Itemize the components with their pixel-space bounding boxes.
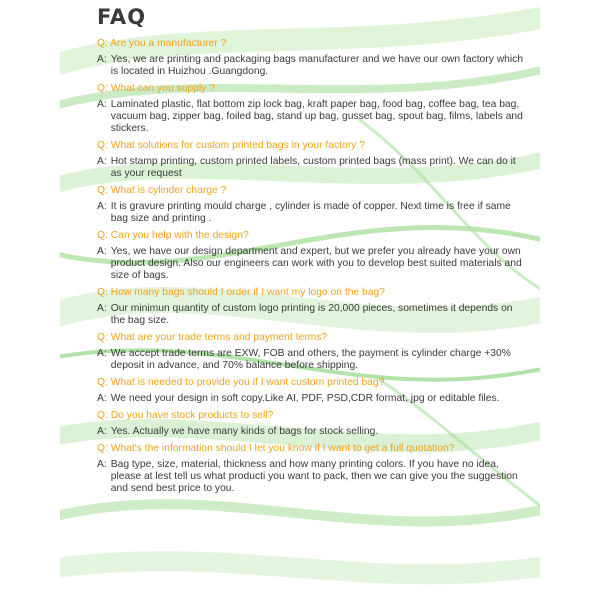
question-prefix: Q: <box>97 140 108 151</box>
faq-item <box>97 140 525 180</box>
faq-question <box>97 140 525 152</box>
faq-item <box>97 443 525 495</box>
faq-question <box>97 230 525 242</box>
question-text: Do you have stock products to sell? <box>110 410 274 421</box>
answer-prefix: A: <box>97 303 107 314</box>
answer-text: Hot stamp printing, custom printed labels, custom printed bags (mass print). We can do it as your request <box>110 156 516 179</box>
faq-question <box>97 443 525 455</box>
faq-answer <box>97 303 525 327</box>
faq-item <box>97 287 525 327</box>
answer-text: Yes, we are printing and packaging bags manufacturer and we have our own factory which is located in Huizhou .Guangdong. <box>110 54 524 77</box>
faq-list <box>97 38 525 500</box>
faq-answer <box>97 348 525 372</box>
faq-answer <box>97 246 525 282</box>
answer-prefix: A: <box>97 348 107 359</box>
faq-answer <box>97 156 525 180</box>
faq-item <box>97 83 525 135</box>
answer-text: We need your design in soft copy.Like AI, PDF, PSD,CDR format, jpg or editable files. <box>110 393 500 404</box>
faq-question <box>97 38 525 50</box>
question-text: How many bags should I order if I want my logo on the bag? <box>110 287 385 298</box>
faq-question <box>97 332 525 344</box>
answer-prefix: A: <box>97 156 107 167</box>
question-prefix: Q: <box>97 230 108 241</box>
answer-text: Yes, we have our design department and expert, but we prefer you already have your own product design. Also our engineers can work with you to develop best suited materials and size of bags. <box>110 246 522 281</box>
question-prefix: Q: <box>97 332 108 343</box>
faq-question <box>97 287 525 299</box>
faq-question <box>97 83 525 95</box>
answer-prefix: A: <box>97 201 107 212</box>
answer-prefix: A: <box>97 54 107 65</box>
question-prefix: Q: <box>97 185 108 196</box>
faq-item <box>97 410 525 438</box>
faq-item <box>97 230 525 282</box>
faq-question <box>97 185 525 197</box>
question-prefix: Q: <box>97 443 108 454</box>
question-text: What is cylinder charge ? <box>110 185 227 196</box>
answer-text: It is gravure printing mould charge , cylinder is made of copper. Next time is free if same bag size and printing . <box>110 201 511 224</box>
question-text: What's the information should I let you know if I want to get a full quotation? <box>110 443 455 454</box>
question-prefix: Q: <box>97 410 108 421</box>
question-text: What solutions for custom printed bags in your factory ? <box>110 140 365 151</box>
faq-answer <box>97 201 525 225</box>
answer-text: Bag type, size, material, thickness and how many printing colors. If you have no idea, please at lest tell us what producti you want to pack, then we can give you the suggestion and send best price to you. <box>110 459 518 494</box>
faq-answer <box>97 426 525 438</box>
question-text: What are your trade terms and payment terms? <box>110 332 328 343</box>
answer-prefix: A: <box>97 246 107 257</box>
question-prefix: Q: <box>97 377 108 388</box>
faq-sheet <box>60 0 540 600</box>
faq-item <box>97 377 525 405</box>
question-text: Can you help with the design? <box>110 230 249 241</box>
faq-question <box>97 377 525 389</box>
answer-text: Yes. Actually we have many kinds of bags for stock selling. <box>110 426 379 437</box>
answer-text: We accept trade terms are EXW, FOB and others, the payment is cylinder charge +30% deposit in advance, and 70% balance before shipping. <box>110 348 511 371</box>
answer-prefix: A: <box>97 459 107 470</box>
faq-item <box>97 185 525 225</box>
question-text: What can you supply ? <box>110 83 215 94</box>
faq-answer <box>97 54 525 78</box>
faq-answer <box>97 459 525 495</box>
page-title: FAQ <box>97 5 147 29</box>
answer-prefix: A: <box>97 426 107 437</box>
answer-prefix: A: <box>97 393 107 404</box>
faq-item <box>97 38 525 78</box>
question-prefix: Q: <box>97 38 108 49</box>
question-text: What is needed to provide you if I want custom printed bag? <box>110 377 385 388</box>
faq-answer <box>97 393 525 405</box>
answer-text: Laminated plastic, flat bottom zip lock bag, kraft paper bag, food bag, coffee bag, tea bag, vacuum bag, zipper bag, foiled bag, stand up bag, gusset bag, spout bag, films, labels and stickers. <box>110 99 523 134</box>
faq-question <box>97 410 525 422</box>
question-prefix: Q: <box>97 83 108 94</box>
question-prefix: Q: <box>97 287 108 298</box>
answer-prefix: A: <box>97 99 107 110</box>
answer-text: Our minimun quantity of custom logo printing is 20,000 pieces, sometimes it depends on the bag size. <box>110 303 513 326</box>
question-text: Are you a manufacturer ? <box>110 38 227 49</box>
faq-item <box>97 332 525 372</box>
faq-answer <box>97 99 525 135</box>
